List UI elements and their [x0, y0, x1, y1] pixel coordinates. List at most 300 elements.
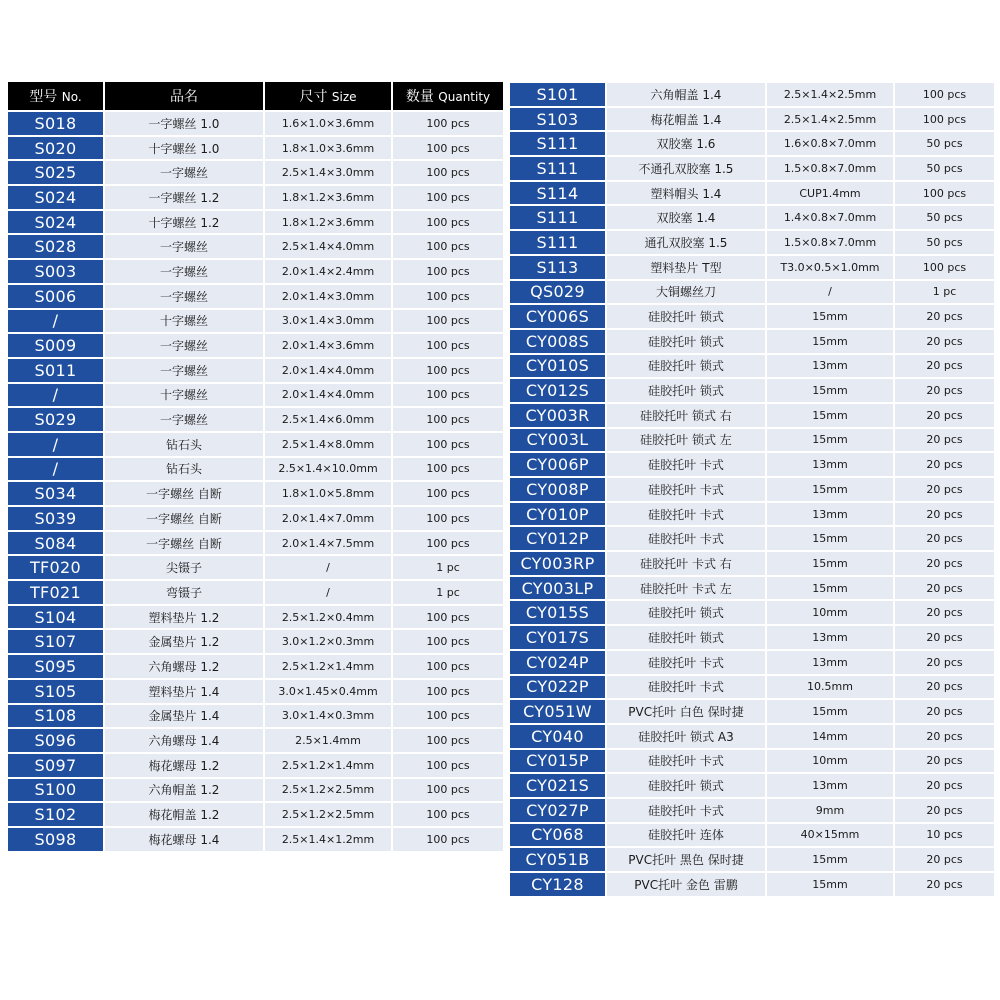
item-size: 2.0×1.4×7.5mm	[265, 532, 391, 555]
model-code: CY040	[510, 725, 605, 748]
item-name: 塑料垫片 T型	[607, 256, 765, 279]
item-quantity: 20 pcs	[895, 379, 994, 402]
item-quantity: 50 pcs	[895, 206, 994, 229]
model-code: CY012S	[510, 379, 605, 402]
item-name: 梅花帽盖 1.4	[607, 108, 765, 131]
model-code: S025	[8, 161, 103, 184]
item-size: 14mm	[767, 725, 893, 748]
item-size: 1.8×1.2×3.6mm	[265, 186, 391, 209]
table-row	[510, 601, 994, 624]
table-row	[510, 750, 994, 773]
item-name: 硅胶托叶 锁式 右	[607, 404, 765, 427]
item-size: 2.5×1.2×2.5mm	[265, 803, 391, 826]
item-name: 一字螺丝	[105, 285, 263, 308]
table-row	[8, 285, 503, 308]
table-row	[8, 334, 503, 357]
table-row	[510, 527, 994, 550]
item-name: 一字螺丝 自断	[105, 532, 263, 555]
item-size: 2.5×1.2×2.5mm	[265, 779, 391, 802]
item-size: 2.5×1.2×0.4mm	[265, 606, 391, 629]
model-code: S100	[8, 779, 103, 802]
item-size: 15mm	[767, 848, 893, 871]
item-size: 13mm	[767, 503, 893, 526]
table-row	[510, 824, 994, 847]
model-code: S111	[510, 231, 605, 254]
model-code: S018	[8, 112, 103, 135]
model-code: S011	[8, 359, 103, 382]
item-size: 1.6×1.0×3.6mm	[265, 112, 391, 135]
item-quantity: 100 pcs	[393, 458, 503, 481]
table-row	[8, 729, 503, 752]
model-code: CY051B	[510, 848, 605, 871]
item-size: 2.5×1.2×1.4mm	[265, 754, 391, 777]
table-row	[510, 256, 994, 279]
item-quantity: 50 pcs	[895, 132, 994, 155]
model-code: CY017S	[510, 626, 605, 649]
item-name: 金属垫片 1.2	[105, 630, 263, 653]
item-quantity: 20 pcs	[895, 355, 994, 378]
item-name: 硅胶托叶 锁式	[607, 774, 765, 797]
table-row	[8, 680, 503, 703]
item-size: 13mm	[767, 651, 893, 674]
header-name: 品名	[105, 82, 263, 110]
table-row	[510, 379, 994, 402]
item-quantity: 20 pcs	[895, 651, 994, 674]
item-name: 十字螺丝 1.2	[105, 211, 263, 234]
item-quantity: 1 pc	[393, 581, 503, 604]
item-name: 硅胶托叶 锁式	[607, 601, 765, 624]
item-quantity: 1 pc	[895, 281, 994, 304]
table-row	[8, 310, 503, 333]
model-code: CY008S	[510, 330, 605, 353]
table-row	[8, 384, 503, 407]
table-row	[510, 206, 994, 229]
table-row	[8, 137, 503, 160]
item-quantity: 20 pcs	[895, 725, 994, 748]
item-size: 1.8×1.2×3.6mm	[265, 211, 391, 234]
item-name: 一字螺丝	[105, 359, 263, 382]
item-name: 塑料帽头 1.4	[607, 182, 765, 205]
table-row	[510, 305, 994, 328]
model-code: S006	[8, 285, 103, 308]
model-code: TF020	[8, 556, 103, 579]
item-name: 金属垫片 1.4	[105, 705, 263, 728]
model-code: S111	[510, 206, 605, 229]
table-row	[8, 112, 503, 135]
item-quantity: 100 pcs	[393, 285, 503, 308]
table-row	[8, 260, 503, 283]
model-code: CY006P	[510, 453, 605, 476]
model-code: CY010P	[510, 503, 605, 526]
item-quantity: 100 pcs	[393, 408, 503, 431]
table-row	[8, 581, 503, 604]
table-row	[510, 157, 994, 180]
item-quantity: 100 pcs	[393, 186, 503, 209]
model-code: QS029	[510, 281, 605, 304]
model-code: S114	[510, 182, 605, 205]
model-code: CY024P	[510, 651, 605, 674]
item-name: 梅花螺母 1.2	[105, 754, 263, 777]
model-code: CY003LP	[510, 577, 605, 600]
item-size: 2.5×1.4×10.0mm	[265, 458, 391, 481]
item-name: 硅胶托叶 锁式	[607, 626, 765, 649]
item-size: 13mm	[767, 774, 893, 797]
item-size: 15mm	[767, 700, 893, 723]
model-code: CY015P	[510, 750, 605, 773]
model-code: CY128	[510, 873, 605, 896]
item-name: 一字螺丝 自断	[105, 482, 263, 505]
item-size: 15mm	[767, 552, 893, 575]
table-row	[510, 330, 994, 353]
model-code: S111	[510, 157, 605, 180]
item-name: 硅胶托叶 锁式	[607, 330, 765, 353]
item-quantity: 100 pcs	[393, 384, 503, 407]
item-name: 六角帽盖 1.2	[105, 779, 263, 802]
item-size: 2.0×1.4×3.0mm	[265, 285, 391, 308]
model-code: CY003R	[510, 404, 605, 427]
table-row	[8, 803, 503, 826]
item-size: 1.6×0.8×7.0mm	[767, 132, 893, 155]
item-quantity: 100 pcs	[393, 803, 503, 826]
model-code: S029	[8, 408, 103, 431]
item-size: 3.0×1.4×3.0mm	[265, 310, 391, 333]
item-quantity: 100 pcs	[393, 655, 503, 678]
item-size: 40×15mm	[767, 824, 893, 847]
item-name: 塑料垫片 1.4	[105, 680, 263, 703]
item-quantity: 100 pcs	[393, 828, 503, 851]
item-size: 15mm	[767, 305, 893, 328]
item-size: 13mm	[767, 626, 893, 649]
model-code: /	[8, 384, 103, 407]
model-code: S101	[510, 83, 605, 106]
model-code: S097	[8, 754, 103, 777]
item-quantity: 100 pcs	[393, 211, 503, 234]
item-size: 10mm	[767, 750, 893, 773]
model-code: S039	[8, 507, 103, 530]
item-name: 通孔双胶塞 1.5	[607, 231, 765, 254]
item-size: 2.0×1.4×7.0mm	[265, 507, 391, 530]
table-row	[510, 577, 994, 600]
header-quantity: 数量 Quantity	[393, 82, 503, 110]
item-size: 15mm	[767, 478, 893, 501]
item-quantity: 20 pcs	[895, 429, 994, 452]
model-code: /	[8, 310, 103, 333]
item-quantity: 100 pcs	[393, 482, 503, 505]
item-name: 弯镊子	[105, 581, 263, 604]
item-name: 硅胶托叶 卡式 右	[607, 552, 765, 575]
table-row	[8, 408, 503, 431]
left-parts-table	[6, 80, 505, 853]
item-quantity: 100 pcs	[895, 182, 994, 205]
item-quantity: 50 pcs	[895, 157, 994, 180]
model-code: S009	[8, 334, 103, 357]
item-size: 1.5×0.8×7.0mm	[767, 157, 893, 180]
item-quantity: 20 pcs	[895, 601, 994, 624]
item-size: 2.5×1.4×1.2mm	[265, 828, 391, 851]
item-name: 硅胶托叶 卡式	[607, 527, 765, 550]
item-size: 15mm	[767, 873, 893, 896]
model-code: /	[8, 433, 103, 456]
model-code: S034	[8, 482, 103, 505]
item-quantity: 100 pcs	[393, 260, 503, 283]
item-size: 1.4×0.8×7.0mm	[767, 206, 893, 229]
model-code: S020	[8, 137, 103, 160]
item-size: 15mm	[767, 577, 893, 600]
item-size: 15mm	[767, 527, 893, 550]
item-size: 3.0×1.2×0.3mm	[265, 630, 391, 653]
table-row	[510, 83, 994, 106]
item-quantity: 100 pcs	[393, 433, 503, 456]
item-quantity: 20 pcs	[895, 848, 994, 871]
model-code: S024	[8, 211, 103, 234]
table-row	[510, 676, 994, 699]
item-quantity: 20 pcs	[895, 774, 994, 797]
model-code: S104	[8, 606, 103, 629]
item-name: 一字螺丝	[105, 235, 263, 258]
model-code: S108	[8, 705, 103, 728]
item-quantity: 100 pcs	[393, 606, 503, 629]
item-size: 9mm	[767, 799, 893, 822]
header-size: 尺寸 Size	[265, 82, 391, 110]
table-row	[510, 355, 994, 378]
item-quantity: 50 pcs	[895, 231, 994, 254]
item-name: 梅花螺母 1.4	[105, 828, 263, 851]
item-name: 十字螺丝	[105, 384, 263, 407]
item-quantity: 100 pcs	[393, 532, 503, 555]
item-name: 一字螺丝	[105, 408, 263, 431]
item-size: 2.5×1.4mm	[265, 729, 391, 752]
table-row	[510, 132, 994, 155]
item-quantity: 100 pcs	[393, 630, 503, 653]
item-size: /	[767, 281, 893, 304]
item-name: 硅胶托叶 卡式 左	[607, 577, 765, 600]
item-name: 六角螺母 1.4	[105, 729, 263, 752]
item-quantity: 100 pcs	[393, 507, 503, 530]
item-size: 2.5×1.2×1.4mm	[265, 655, 391, 678]
table-row	[8, 186, 503, 209]
item-size: 3.0×1.45×0.4mm	[265, 680, 391, 703]
item-quantity: 20 pcs	[895, 577, 994, 600]
model-code: S028	[8, 235, 103, 258]
item-quantity: 20 pcs	[895, 330, 994, 353]
header-model: 型号 No.	[8, 82, 103, 110]
item-size: T3.0×0.5×1.0mm	[767, 256, 893, 279]
item-name: 硅胶托叶 卡式	[607, 799, 765, 822]
table-row	[510, 725, 994, 748]
item-name: 硅胶托叶 锁式 A3	[607, 725, 765, 748]
table-row	[510, 700, 994, 723]
model-code: CY021S	[510, 774, 605, 797]
item-name: 梅花帽盖 1.2	[105, 803, 263, 826]
item-quantity: 100 pcs	[393, 334, 503, 357]
item-name: 不通孔双胶塞 1.5	[607, 157, 765, 180]
right-table-body	[510, 83, 994, 896]
table-row	[510, 281, 994, 304]
item-quantity: 20 pcs	[895, 700, 994, 723]
table-row	[8, 433, 503, 456]
model-code: CY003L	[510, 429, 605, 452]
item-name: 硅胶托叶 卡式	[607, 503, 765, 526]
model-code: CY012P	[510, 527, 605, 550]
model-code: S024	[8, 186, 103, 209]
left-table-body	[8, 112, 503, 851]
table-row	[510, 503, 994, 526]
table-row	[8, 482, 503, 505]
table-row	[8, 655, 503, 678]
item-name: 硅胶托叶 卡式	[607, 453, 765, 476]
item-quantity: 100 pcs	[393, 359, 503, 382]
item-quantity: 100 pcs	[393, 137, 503, 160]
item-name: PVC托叶 白色 保时捷	[607, 700, 765, 723]
table-row	[8, 359, 503, 382]
item-name: 钻石头	[105, 458, 263, 481]
model-code: CY006S	[510, 305, 605, 328]
item-size: 2.5×1.4×3.0mm	[265, 161, 391, 184]
item-quantity: 20 pcs	[895, 527, 994, 550]
item-name: 硅胶托叶 连体	[607, 824, 765, 847]
model-code: CY015S	[510, 601, 605, 624]
item-size: 2.0×1.4×3.6mm	[265, 334, 391, 357]
right-parts-table	[508, 81, 996, 898]
item-size: 15mm	[767, 330, 893, 353]
item-size: CUP1.4mm	[767, 182, 893, 205]
item-name: 双胶塞 1.4	[607, 206, 765, 229]
model-code: S096	[8, 729, 103, 752]
item-name: 大铜螺丝刀	[607, 281, 765, 304]
item-size: 2.0×1.4×4.0mm	[265, 384, 391, 407]
item-quantity: 20 pcs	[895, 676, 994, 699]
table-row	[510, 182, 994, 205]
item-name: 硅胶托叶 卡式	[607, 478, 765, 501]
item-quantity: 20 pcs	[895, 552, 994, 575]
item-quantity: 20 pcs	[895, 799, 994, 822]
item-name: 钻石头	[105, 433, 263, 456]
model-code: CY068	[510, 824, 605, 847]
item-name: PVC托叶 黑色 保时捷	[607, 848, 765, 871]
model-code: CY027P	[510, 799, 605, 822]
table-row	[8, 507, 503, 530]
table-row	[510, 873, 994, 896]
model-code: CY003RP	[510, 552, 605, 575]
item-quantity: 20 pcs	[895, 626, 994, 649]
item-size: 1.5×0.8×7.0mm	[767, 231, 893, 254]
model-code: S084	[8, 532, 103, 555]
item-name: 一字螺丝 1.0	[105, 112, 263, 135]
model-code: S105	[8, 680, 103, 703]
item-quantity: 100 pcs	[895, 83, 994, 106]
item-size: 15mm	[767, 404, 893, 427]
item-size: 2.5×1.4×2.5mm	[767, 108, 893, 131]
model-code: S103	[510, 108, 605, 131]
item-name: 十字螺丝	[105, 310, 263, 333]
model-code: CY010S	[510, 355, 605, 378]
item-size: /	[265, 581, 391, 604]
item-name: 硅胶托叶 锁式	[607, 305, 765, 328]
item-name: 六角帽盖 1.4	[607, 83, 765, 106]
item-quantity: 100 pcs	[393, 729, 503, 752]
item-size: 15mm	[767, 429, 893, 452]
item-size: 2.5×1.4×4.0mm	[265, 235, 391, 258]
model-code: S095	[8, 655, 103, 678]
item-quantity: 100 pcs	[393, 779, 503, 802]
item-size: 2.5×1.4×2.5mm	[767, 83, 893, 106]
item-name: 硅胶托叶 锁式 左	[607, 429, 765, 452]
item-size: 1.8×1.0×3.6mm	[265, 137, 391, 160]
item-name: 硅胶托叶 卡式	[607, 750, 765, 773]
table-row	[510, 404, 994, 427]
item-size: 15mm	[767, 379, 893, 402]
model-code: CY022P	[510, 676, 605, 699]
item-quantity: 100 pcs	[393, 310, 503, 333]
item-size: 13mm	[767, 355, 893, 378]
item-size: 2.5×1.4×8.0mm	[265, 433, 391, 456]
item-size: 10.5mm	[767, 676, 893, 699]
item-name: 一字螺丝	[105, 334, 263, 357]
table-row	[510, 478, 994, 501]
model-code: S102	[8, 803, 103, 826]
item-quantity: 20 pcs	[895, 453, 994, 476]
item-size: /	[265, 556, 391, 579]
item-quantity: 100 pcs	[393, 112, 503, 135]
item-name: PVC托叶 金色 雷鹏	[607, 873, 765, 896]
table-row	[8, 630, 503, 653]
table-row	[510, 108, 994, 131]
item-name: 硅胶托叶 锁式	[607, 379, 765, 402]
item-name: 一字螺丝	[105, 260, 263, 283]
item-quantity: 20 pcs	[895, 750, 994, 773]
item-size: 3.0×1.4×0.3mm	[265, 705, 391, 728]
table-row	[8, 705, 503, 728]
table-row	[510, 429, 994, 452]
model-code: S107	[8, 630, 103, 653]
item-size: 1.8×1.0×5.8mm	[265, 482, 391, 505]
header-row	[8, 82, 503, 110]
table-row	[8, 606, 503, 629]
model-code: S003	[8, 260, 103, 283]
item-quantity: 10 pcs	[895, 824, 994, 847]
item-quantity: 20 pcs	[895, 305, 994, 328]
item-size: 13mm	[767, 453, 893, 476]
item-name: 十字螺丝 1.0	[105, 137, 263, 160]
item-size: 2.0×1.4×4.0mm	[265, 359, 391, 382]
table-row	[510, 651, 994, 674]
model-code: TF021	[8, 581, 103, 604]
item-quantity: 100 pcs	[393, 235, 503, 258]
item-name: 双胶塞 1.6	[607, 132, 765, 155]
item-name: 硅胶托叶 卡式	[607, 651, 765, 674]
table-row	[8, 556, 503, 579]
table-row	[8, 235, 503, 258]
item-size: 2.5×1.4×6.0mm	[265, 408, 391, 431]
table-row	[510, 552, 994, 575]
item-quantity: 20 pcs	[895, 503, 994, 526]
item-quantity: 100 pcs	[393, 705, 503, 728]
table-row	[510, 848, 994, 871]
item-quantity: 100 pcs	[895, 256, 994, 279]
model-code: CY051W	[510, 700, 605, 723]
item-quantity: 1 pc	[393, 556, 503, 579]
table-row	[510, 774, 994, 797]
table-row	[8, 458, 503, 481]
table-row	[510, 626, 994, 649]
item-quantity: 20 pcs	[895, 478, 994, 501]
model-code: /	[8, 458, 103, 481]
item-quantity: 20 pcs	[895, 404, 994, 427]
item-size: 2.0×1.4×2.4mm	[265, 260, 391, 283]
table-row	[8, 754, 503, 777]
item-name: 硅胶托叶 卡式	[607, 676, 765, 699]
model-code: CY008P	[510, 478, 605, 501]
